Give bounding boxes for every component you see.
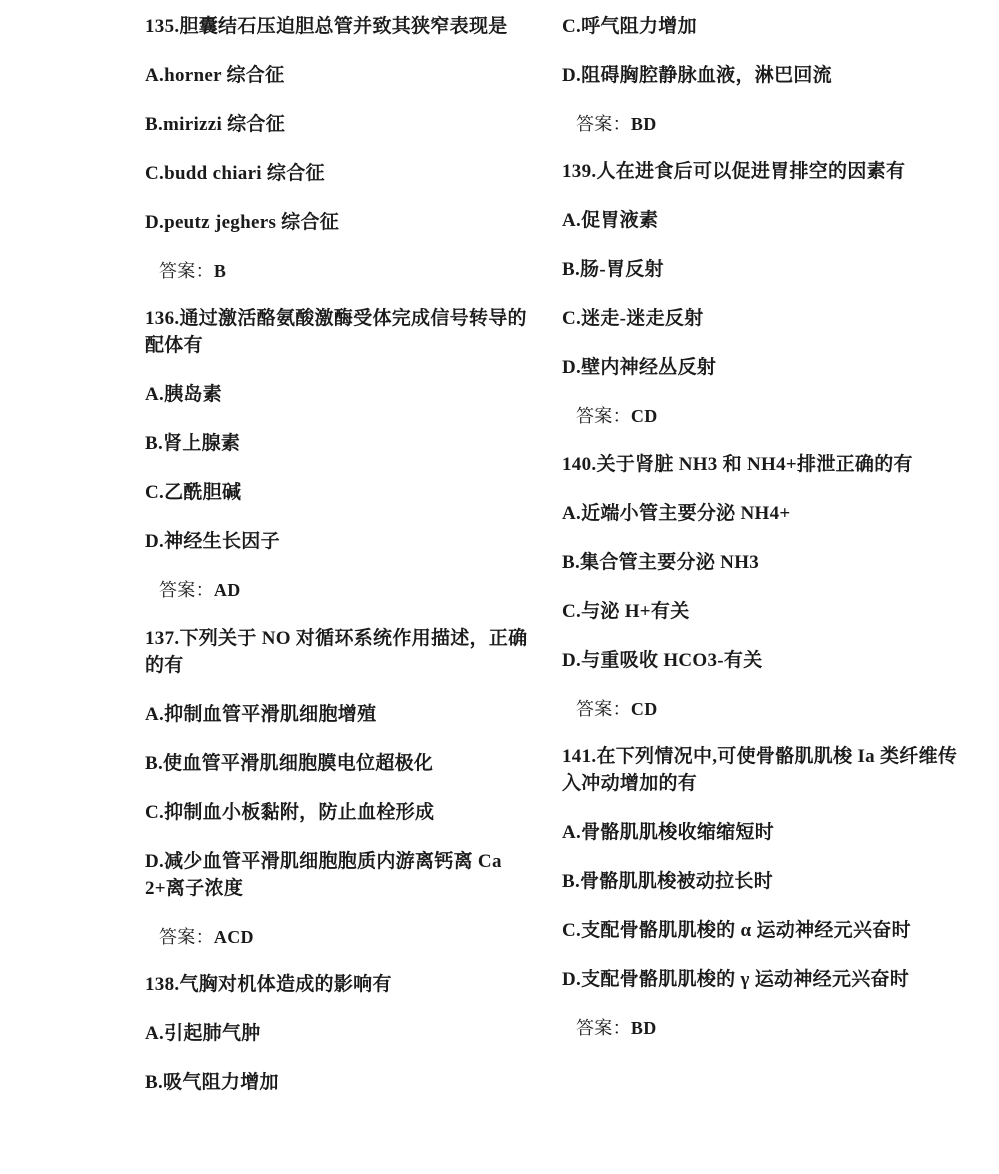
question-text: 139.人在进食后可以促进胃排空的因素有 bbox=[562, 161, 906, 183]
answer-value: BD bbox=[630, 113, 657, 134]
question-block bbox=[145, 306, 542, 360]
answer-label: 答案： bbox=[159, 580, 214, 601]
question-block bbox=[145, 14, 542, 41]
option-b: B.骨骼肌肌梭被动拉长时 bbox=[562, 871, 774, 893]
question-block bbox=[562, 452, 959, 479]
option-c: C.呼气阻力增加 bbox=[562, 16, 697, 37]
answer-value: CD bbox=[630, 698, 658, 719]
option-a: A.骨骼肌肌梭收缩缩短时 bbox=[562, 822, 775, 844]
question-block bbox=[145, 626, 542, 680]
option-d: D.阻碍胸腔静脉血液，淋巴回流 bbox=[562, 64, 832, 86]
answer-line bbox=[562, 1016, 959, 1042]
option-d: D.壁内神经丛反射 bbox=[562, 357, 717, 379]
option-c: C.抑制血小板黏附，防止血栓形成 bbox=[145, 801, 435, 823]
answer-value: BD bbox=[630, 1018, 657, 1039]
option-a: A.horner 综合征 bbox=[145, 64, 285, 86]
left-column bbox=[145, 14, 542, 1119]
option-c: C.乙酰胆碱 bbox=[145, 482, 242, 504]
question-text: 141.在下列情况中,可使骨骼肌肌梭 Ia 类纤维传入冲动增加的有 bbox=[562, 746, 958, 795]
option-a: A.促胃液素 bbox=[562, 210, 659, 232]
option-d: D.减少血管平滑肌细胞胞质内游离钙离 Ca 2+离子浓度 bbox=[145, 850, 502, 899]
option-b: B.使血管平滑肌细胞膜电位超极化 bbox=[145, 752, 434, 774]
option-a: A.引起肺气肿 bbox=[145, 1023, 261, 1045]
answer-label: 答案： bbox=[576, 406, 631, 427]
answer-label: 答案： bbox=[576, 113, 631, 134]
option-d: D.神经生长因子 bbox=[145, 531, 280, 553]
answer-label: 答案： bbox=[159, 260, 214, 281]
option-c: C.budd chiari 综合征 bbox=[145, 162, 325, 184]
option-c: C.支配骨骼肌肌梭的 α 运动神经元兴奋时 bbox=[562, 920, 911, 942]
answer-line bbox=[562, 404, 959, 430]
answer-line bbox=[145, 925, 542, 951]
option-a: A.近端小管主要分泌 NH4+ bbox=[562, 502, 791, 524]
question-block bbox=[562, 159, 959, 186]
option-a: A.胰岛素 bbox=[145, 384, 222, 406]
option-a: A.抑制血管平滑肌细胞增殖 bbox=[145, 703, 377, 725]
question-text: 137.下列关于 NO 对循环系统作用描述，正确的有 bbox=[145, 627, 528, 676]
option-d: D.peutz jeghers 综合征 bbox=[145, 211, 340, 233]
option-d: D.与重吸收 HCO3-有关 bbox=[562, 649, 763, 671]
answer-value: CD bbox=[630, 406, 658, 427]
answer-line bbox=[145, 578, 542, 604]
option-b: B.肠-胃反射 bbox=[562, 259, 664, 281]
question-text: 136.通过激活酪氨酸激酶受体完成信号转导的配体有 bbox=[145, 308, 527, 357]
option-c: C.与泌 H+有关 bbox=[562, 600, 690, 622]
answer-value: B bbox=[213, 260, 227, 281]
option-b: B.吸气阻力增加 bbox=[145, 1072, 279, 1094]
option-b: B.集合管主要分泌 NH3 bbox=[562, 551, 760, 573]
question-text: 138.气胸对机体造成的影响有 bbox=[145, 974, 392, 996]
answer-label: 答案： bbox=[576, 1018, 631, 1039]
answer-label: 答案： bbox=[576, 698, 631, 719]
answer-label: 答案： bbox=[159, 926, 214, 947]
question-block bbox=[562, 744, 959, 798]
answer-value: ACD bbox=[213, 926, 254, 947]
answer-line bbox=[562, 112, 959, 138]
question-block bbox=[145, 972, 542, 999]
option-b: B.肾上腺素 bbox=[145, 433, 241, 455]
right-column bbox=[562, 14, 959, 1064]
question-text: 135.胆囊结石压迫胆总管并致其狭窄表现是 bbox=[145, 16, 508, 37]
option-c: C.迷走-迷走反射 bbox=[562, 308, 704, 330]
answer-line bbox=[145, 259, 542, 285]
question-text: 140.关于肾脏 NH3 和 NH4+排泄正确的有 bbox=[562, 453, 913, 475]
option-d: D.支配骨骼肌肌梭的 γ 运动神经元兴奋时 bbox=[562, 969, 910, 991]
answer-value: AD bbox=[213, 580, 241, 601]
answer-line bbox=[562, 697, 959, 723]
option-b: B.mirizzi 综合征 bbox=[145, 113, 286, 135]
